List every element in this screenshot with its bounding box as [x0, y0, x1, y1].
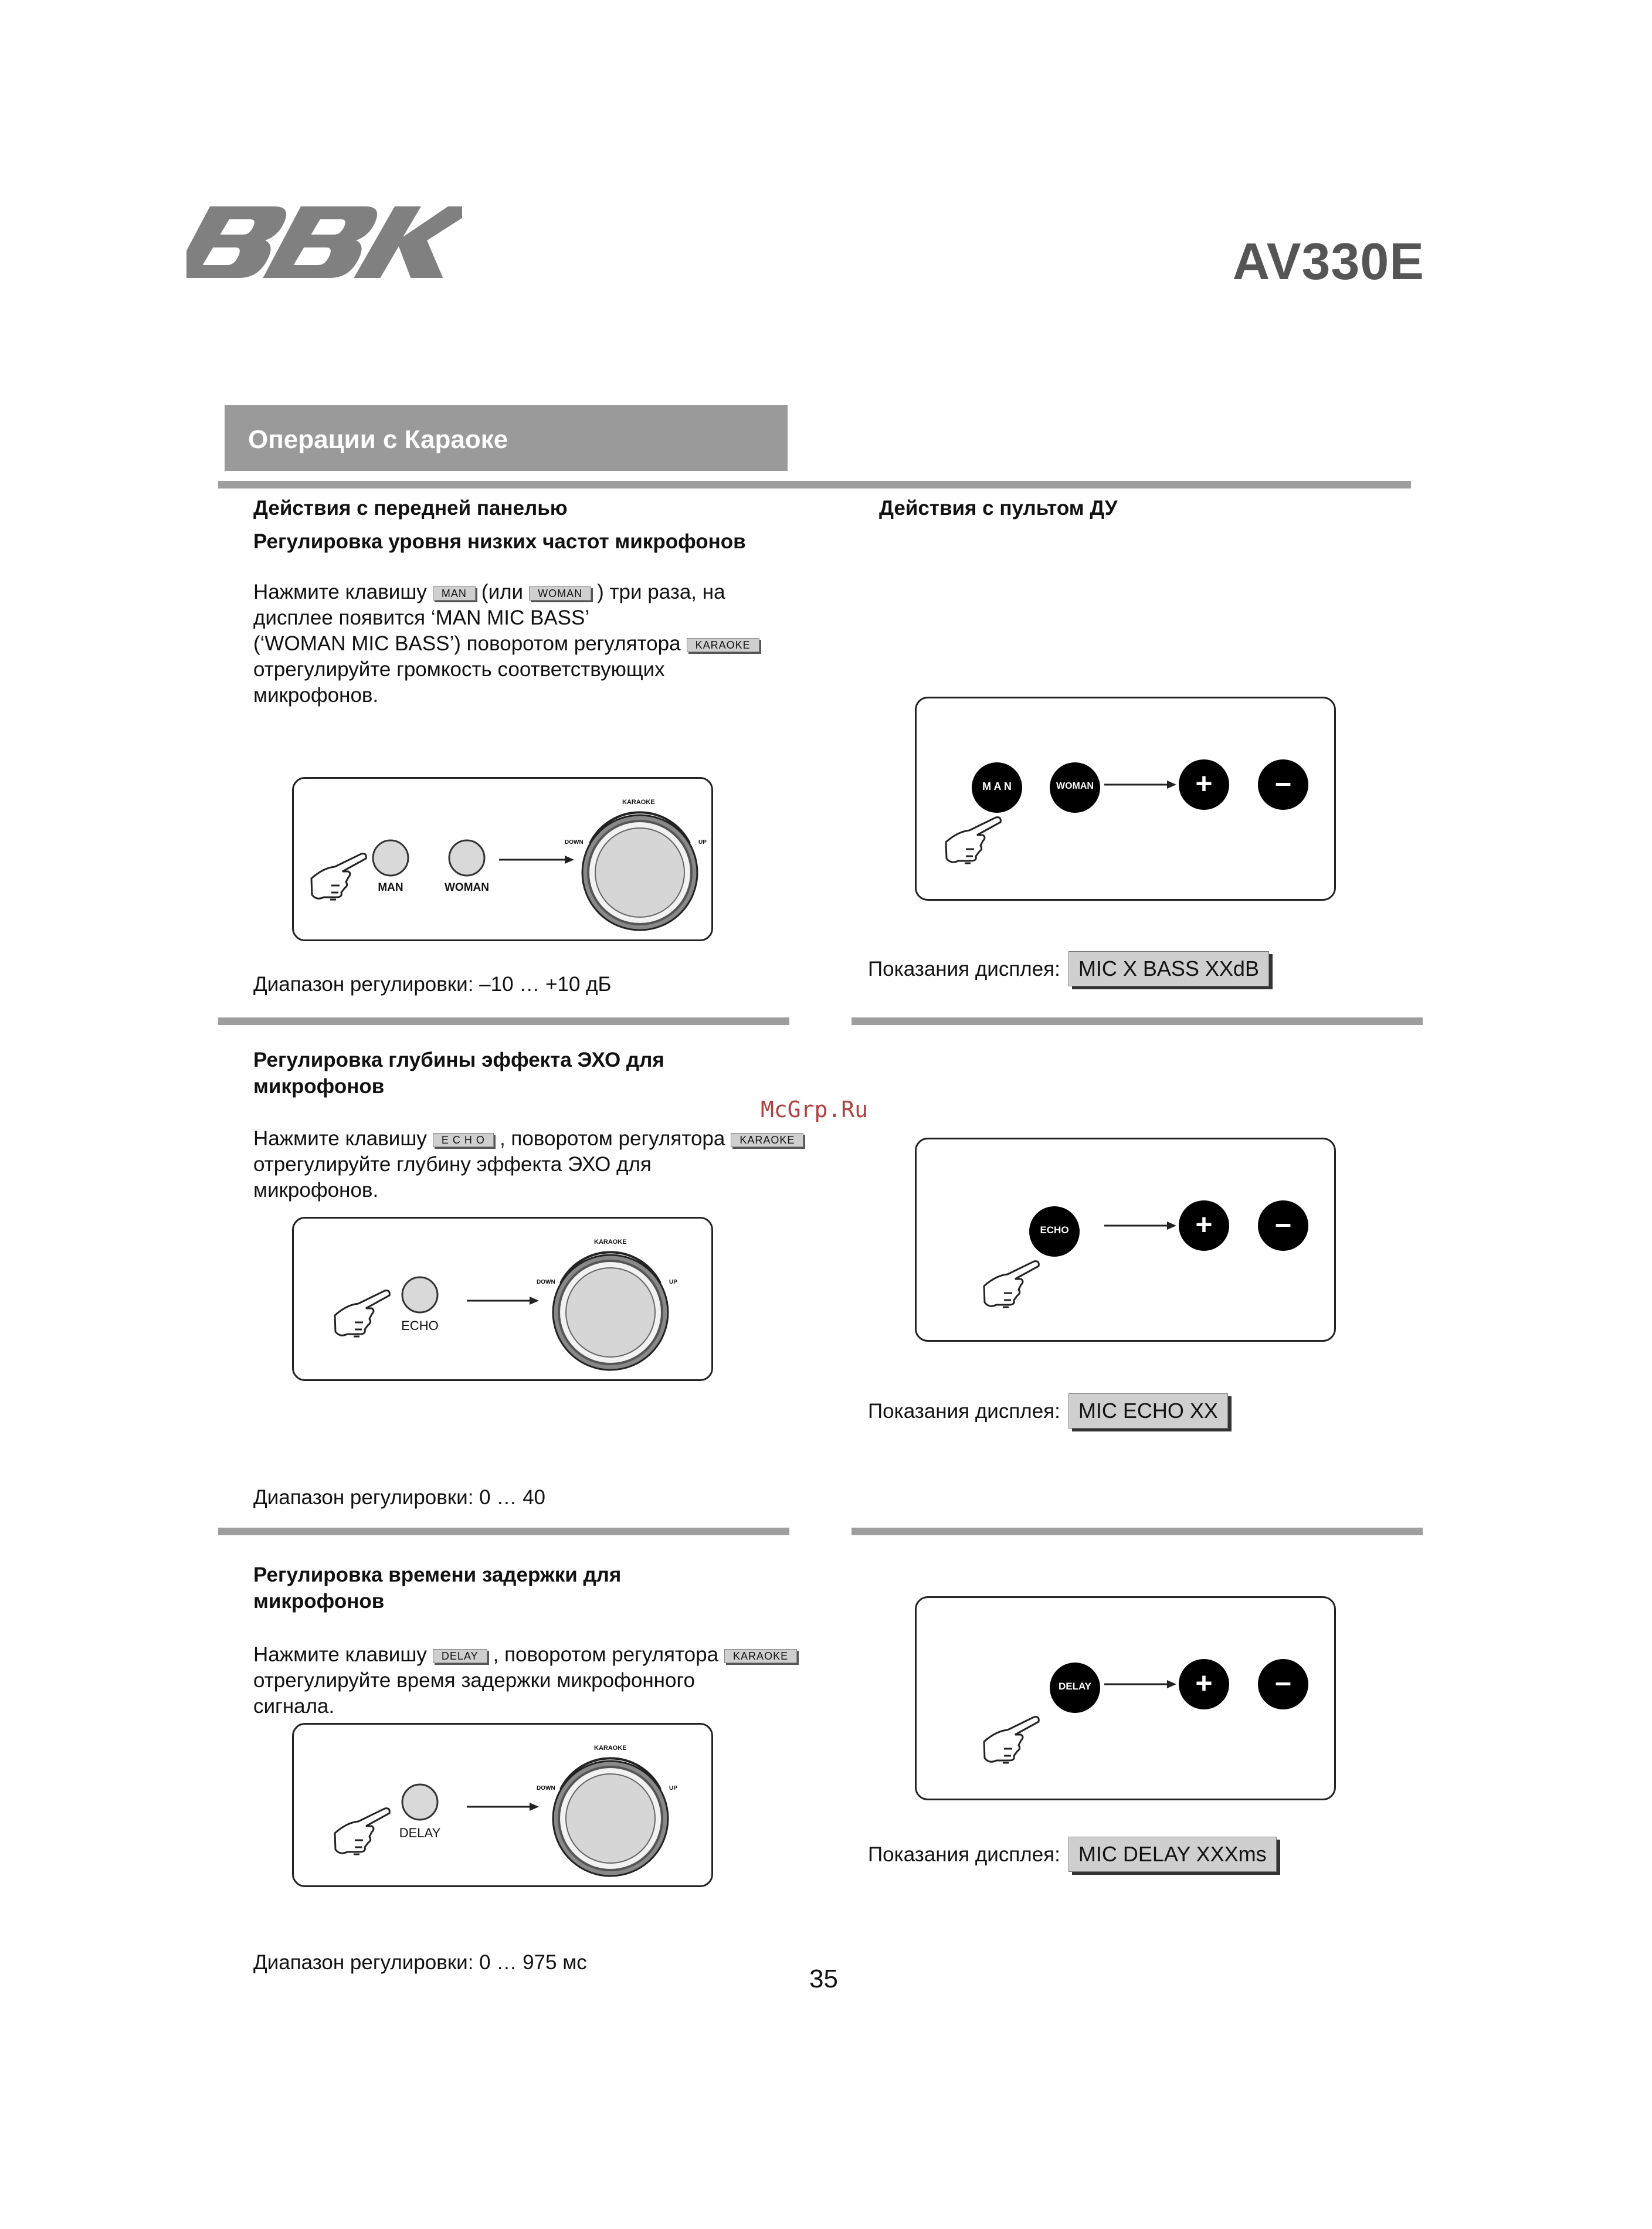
- karaoke-key-label: KARAOKE: [724, 1649, 797, 1663]
- rule-right-1: [852, 1017, 1423, 1025]
- delay-display-row: Показания дисплея: MIC DELAY XXXms: [868, 1837, 1277, 1872]
- knob-label-up: UP: [669, 1785, 677, 1792]
- arrow-right-icon: [467, 1295, 540, 1307]
- delay-remote-panel: [915, 1596, 1336, 1800]
- remote-woman-label: WOMAN: [1056, 781, 1094, 791]
- bbk-logo: [186, 206, 462, 278]
- echo-key-label: E C H O: [433, 1133, 494, 1147]
- top-rule: [218, 481, 1411, 488]
- karaoke-key-label: KARAOKE: [731, 1133, 803, 1147]
- knob-label-karaoke: KARAOKE: [594, 1745, 627, 1752]
- hand-pointer-icon: [329, 1280, 394, 1345]
- remote-delay-label: DELAY: [1058, 1681, 1092, 1692]
- echo-remote-panel: [915, 1138, 1336, 1342]
- delay-button-label: DELAY: [399, 1826, 441, 1840]
- echo-instructions: Нажмите клавишу E C H O , поворотом регулятора KARAOKE отрегулируйте глубину эффекта ЭХО для микрофонов.: [253, 1126, 840, 1203]
- karaoke-knob[interactable]: [546, 1233, 675, 1374]
- arrow-right-icon: [499, 854, 575, 866]
- plus-icon: +: [1195, 1667, 1213, 1699]
- arrow-right-icon: [1104, 1678, 1178, 1690]
- hand-pointer-icon: [306, 843, 370, 908]
- delay-range: Диапазон регулировки: 0 … 975 мс: [253, 1951, 587, 1974]
- rule-left-1: [218, 1017, 789, 1025]
- bass-remote-panel: [915, 697, 1336, 901]
- bass-title: Регулировка уровня низких частот микрофонов: [253, 530, 746, 553]
- hand-pointer-icon: [329, 1798, 394, 1862]
- hand-pointer-icon: [978, 1251, 1043, 1315]
- echo-range: Диапазон регулировки: 0 … 40: [253, 1486, 545, 1509]
- karaoke-knob[interactable]: [546, 1739, 675, 1880]
- arrow-right-icon: [1104, 1220, 1178, 1231]
- hand-pointer-icon: [978, 1706, 1043, 1771]
- page-number: 35: [809, 1965, 838, 1993]
- woman-key-label: WOMAN: [529, 586, 591, 600]
- watermark: McGrp.Ru: [761, 1097, 869, 1122]
- knob-label-up: UP: [669, 1279, 677, 1285]
- delay-title: Регулировка времени задержки для микрофонов: [253, 1563, 622, 1613]
- rule-left-2: [218, 1528, 789, 1535]
- section-title: Операции с Караоке: [248, 425, 508, 454]
- minus-icon: –: [1275, 1665, 1291, 1698]
- woman-button-label: WOMAN: [445, 881, 489, 894]
- knob-label-down: DOWN: [537, 1785, 555, 1792]
- echo-display-row: Показания дисплея: MIC ECHO XX: [868, 1393, 1228, 1429]
- plus-icon: +: [1195, 1208, 1213, 1241]
- karaoke-key-label: KARAOKE: [687, 638, 759, 652]
- bass-front-panel: [292, 777, 713, 941]
- bass-display-row: Показания дисплея: MIC X BASS XXdB: [868, 951, 1269, 986]
- delay-instructions: Нажмите клавишу DELAY , поворотом регулятора KARAOKE отрегулируйте время задержки микрофонного сигнала.: [253, 1642, 840, 1719]
- minus-icon: –: [1275, 1207, 1291, 1240]
- remote-echo-label: ECHO: [1040, 1224, 1069, 1236]
- model-number: AV330E: [1232, 232, 1424, 290]
- knob-label-karaoke: KARAOKE: [622, 799, 655, 806]
- echo-display-readout: MIC ECHO XX: [1068, 1393, 1228, 1429]
- echo-front-panel: [292, 1217, 713, 1381]
- echo-title: Регулировка глубины эффекта ЭХО для микрофонов: [253, 1049, 664, 1098]
- delay-key-label: DELAY: [433, 1649, 487, 1663]
- arrow-right-icon: [1104, 779, 1178, 791]
- knob-label-karaoke: KARAOKE: [594, 1239, 627, 1246]
- man-button-label: MAN: [378, 881, 403, 894]
- echo-button[interactable]: [399, 1274, 440, 1315]
- delay-display-readout: MIC DELAY XXXms: [1068, 1837, 1277, 1872]
- woman-button[interactable]: [446, 837, 487, 878]
- arrow-right-icon: [467, 1801, 540, 1813]
- knob-label-down: DOWN: [537, 1279, 555, 1285]
- bass-instructions: Нажмите клавишу MAN (или WOMAN ) три раза, на дисплее появится ‘MAN MIC BASS’ (‘WOMAN MIC BASS’) поворотом регулятора KARAOKE отрегулируйте громкость соответствующих микрофонов.: [253, 579, 805, 708]
- bass-range: Диапазон регулировки: –10 … +10 дБ: [253, 973, 612, 996]
- bass-display-readout: MIC X BASS XXdB: [1068, 951, 1269, 986]
- remote-man-label: M A N: [982, 781, 1012, 792]
- delay-front-panel: [292, 1723, 713, 1887]
- minus-icon: –: [1275, 766, 1291, 799]
- right-column-title: Действия с пультом ДУ: [879, 497, 1118, 520]
- knob-label-up: UP: [698, 839, 707, 846]
- knob-label-down: DOWN: [565, 839, 584, 846]
- rule-right-2: [852, 1528, 1423, 1535]
- karaoke-knob[interactable]: [575, 793, 704, 934]
- left-column-title: Действия с передней панелью: [253, 497, 568, 520]
- man-button[interactable]: [370, 837, 411, 878]
- hand-pointer-icon: [940, 807, 1005, 871]
- section-title-bar: [225, 405, 788, 471]
- plus-icon: +: [1195, 767, 1213, 800]
- man-key-label: MAN: [433, 586, 476, 600]
- delay-button[interactable]: [399, 1782, 440, 1823]
- echo-button-label: ECHO: [401, 1318, 439, 1333]
